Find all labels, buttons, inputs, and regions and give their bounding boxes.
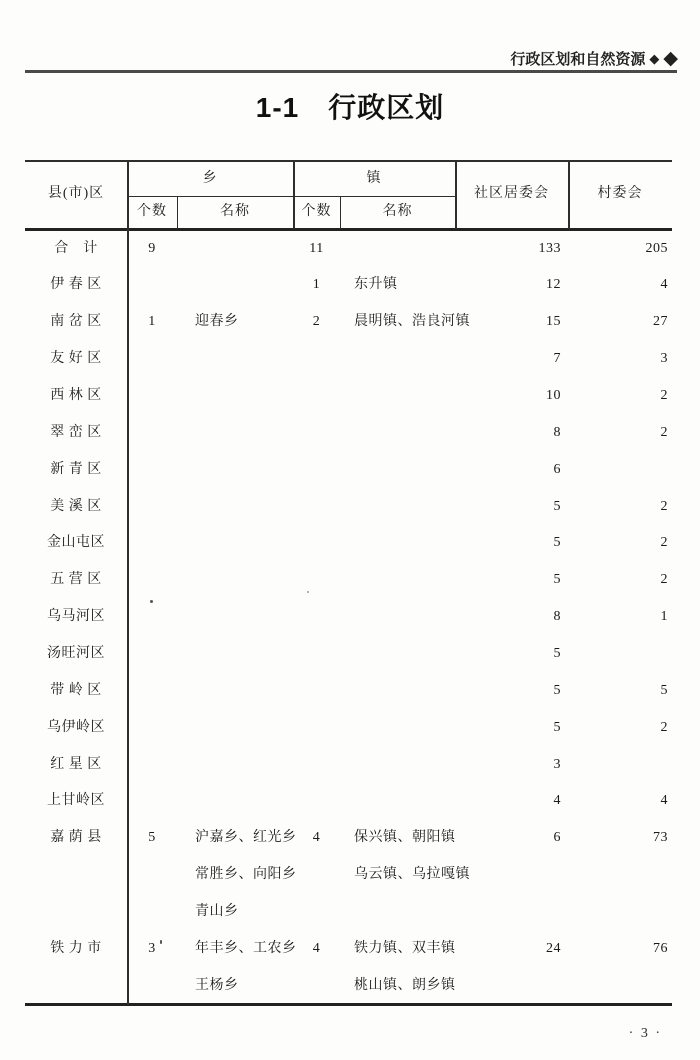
region-label-line: 上甘岭区	[47, 793, 105, 809]
community-committee-count	[455, 636, 568, 673]
table-row	[25, 747, 672, 784]
town-count-line: 4	[312, 830, 321, 846]
region-label	[25, 562, 127, 599]
township-names-line: 王杨乡	[195, 977, 239, 993]
community-committee-count	[455, 304, 568, 341]
community-committee-count-line: 10	[546, 387, 561, 403]
region-label-line: 乌马河区	[47, 609, 105, 625]
community-committee-count	[455, 525, 568, 562]
region-label	[25, 489, 127, 526]
village-committee-count	[568, 710, 672, 747]
community-committee-count	[455, 378, 568, 415]
region-label	[25, 783, 127, 820]
township-count	[127, 636, 177, 673]
township-count	[127, 673, 177, 710]
region-label	[25, 231, 127, 268]
village-committee-count	[568, 931, 672, 968]
region-label	[25, 820, 127, 857]
table-body	[25, 231, 672, 1005]
township-count-line	[127, 562, 177, 599]
table-row	[25, 562, 672, 599]
township-count-line	[127, 599, 177, 636]
region-label-line: 合 计	[54, 240, 98, 256]
township-count	[127, 267, 177, 304]
community-committee-count-line: 5	[553, 719, 561, 735]
village-committee-count-line: 5	[660, 682, 668, 698]
community-committee-count-line: 4	[553, 793, 561, 809]
town-count	[293, 820, 340, 857]
village-committee-count	[568, 378, 672, 415]
village-committee-count-line: 2	[660, 535, 668, 551]
region-label-line: 嘉 荫 县	[50, 830, 102, 846]
town-count	[293, 267, 340, 304]
community-committee-count	[455, 820, 568, 857]
column-header-zhen-count: 个数	[301, 204, 332, 219]
region-label	[25, 415, 127, 452]
region-label	[25, 599, 127, 636]
township-count	[127, 415, 177, 452]
administrative-divisions-table	[25, 160, 672, 1005]
community-committee-count-line: 24	[546, 940, 561, 956]
village-committee-count-line: 2	[660, 498, 668, 514]
community-committee-count-line: 7	[553, 351, 561, 367]
table-row	[25, 599, 672, 636]
township-names-line: 常胜乡、向阳乡	[195, 867, 297, 883]
town-names-line: 桃山镇、朗乡镇	[354, 977, 456, 993]
region-label-line: 新 青 区	[50, 461, 102, 477]
community-committee-count-line: 15	[546, 314, 561, 330]
community-committee-count	[455, 599, 568, 636]
region-label-line: 南 岔 区	[50, 314, 102, 330]
table-row	[25, 636, 672, 673]
township-count	[127, 525, 177, 562]
region-label	[25, 267, 127, 304]
community-committee-count	[455, 673, 568, 710]
town-count-line	[293, 562, 340, 599]
town-count	[293, 452, 340, 489]
header-rule	[25, 70, 677, 73]
township-count	[127, 747, 177, 784]
page-number: · 3 ·	[628, 1026, 662, 1041]
community-committee-count	[455, 710, 568, 747]
township-count-line	[127, 747, 177, 784]
column-header-village: 村委会	[597, 186, 643, 201]
town-count-line: 11	[309, 240, 324, 256]
community-committee-count	[455, 341, 568, 378]
township-count-line	[127, 378, 177, 415]
village-committee-count	[568, 599, 672, 636]
township-count	[127, 820, 177, 857]
township-count	[127, 304, 177, 341]
village-committee-count-line: 73	[653, 830, 668, 846]
column-header-region: 县(市)区	[47, 186, 105, 201]
column-header-zhen-name: 名称	[382, 204, 413, 219]
town-count-line	[293, 673, 340, 710]
region-label	[25, 525, 127, 562]
town-count-line	[293, 341, 340, 378]
region-label-line: 汤旺河区	[47, 645, 105, 661]
town-count	[293, 231, 340, 268]
column-header-zhen-group: 镇	[366, 171, 382, 186]
town-count	[293, 415, 340, 452]
town-count	[293, 783, 340, 820]
village-committee-count-line: 2	[660, 424, 668, 440]
community-committee-count	[455, 489, 568, 526]
region-label	[25, 710, 127, 747]
community-committee-count-line: 5	[553, 498, 561, 514]
town-count	[293, 489, 340, 526]
town-names-line: 东升镇	[354, 277, 398, 293]
table-row	[25, 525, 672, 562]
column-header-community: 社区居委会	[474, 186, 549, 201]
village-committee-count	[568, 341, 672, 378]
village-committee-count	[568, 747, 672, 784]
region-label	[25, 931, 127, 968]
scan-speck	[307, 591, 309, 593]
township-count	[127, 710, 177, 747]
table-row	[25, 710, 672, 747]
page-header	[510, 48, 678, 69]
township-count-line	[127, 489, 177, 526]
column-header-xiang-group: 乡	[202, 171, 218, 186]
village-committee-count-line	[568, 452, 668, 489]
community-committee-count	[455, 562, 568, 599]
township-names-line: 青山乡	[195, 903, 239, 919]
township-count-line	[127, 673, 177, 710]
town-count	[293, 673, 340, 710]
community-committee-count-line: 8	[553, 609, 561, 625]
community-committee-count-line: 8	[553, 424, 561, 440]
table-row	[25, 304, 672, 341]
village-committee-count	[568, 231, 672, 268]
township-count-line	[127, 783, 177, 820]
township-count-line	[127, 525, 177, 562]
region-label-line: 伊 春 区	[50, 277, 102, 293]
town-names-line: 乌云镇、乌拉嘎镇	[354, 867, 470, 883]
town-count-line	[293, 636, 340, 673]
township-count	[127, 489, 177, 526]
village-committee-count	[568, 304, 672, 341]
town-count	[293, 710, 340, 747]
township-names-line: 沪嘉乡、红光乡	[195, 830, 297, 846]
town-count-line	[293, 599, 340, 636]
village-committee-count	[568, 673, 672, 710]
region-label-line: 铁 力 市	[50, 940, 102, 956]
township-names-line: 迎春乡	[195, 314, 239, 330]
region-label-line: 友 好 区	[50, 351, 102, 367]
township-count	[127, 231, 177, 268]
village-committee-count	[568, 415, 672, 452]
village-committee-count	[568, 820, 672, 857]
community-committee-count-line: 6	[553, 461, 561, 477]
township-count-line	[127, 415, 177, 452]
village-committee-count-line: 3	[660, 351, 668, 367]
town-count	[293, 931, 340, 968]
table-row	[25, 673, 672, 710]
village-committee-count	[568, 452, 672, 489]
community-committee-count-line: 3	[553, 756, 561, 772]
village-committee-count-line	[568, 636, 668, 673]
region-label	[25, 378, 127, 415]
region-label	[25, 673, 127, 710]
township-count-line	[127, 710, 177, 747]
community-committee-count-line: 5	[553, 572, 561, 588]
community-committee-count-line: 133	[538, 240, 561, 256]
town-count-line	[293, 525, 340, 562]
region-label-line: 五 营 区	[50, 572, 102, 588]
town-count	[293, 562, 340, 599]
township-count	[127, 599, 177, 636]
town-count	[293, 304, 340, 341]
community-committee-count-line: 5	[553, 682, 561, 698]
town-count-line: 1	[312, 277, 321, 293]
region-label-line: 带 岭 区	[50, 682, 102, 698]
section-title: 行政区划和自然资源	[510, 51, 646, 68]
town-count-line: 4	[312, 940, 321, 956]
community-committee-count-line: 12	[546, 277, 561, 293]
town-count-line	[293, 710, 340, 747]
column-header-xiang-name: 名称	[220, 204, 250, 219]
community-committee-count	[455, 415, 568, 452]
town-count	[293, 378, 340, 415]
township-count-line: 3	[148, 940, 156, 956]
town-names-line: 晨明镇、浩良河镇	[354, 314, 470, 330]
township-count-line: 1	[148, 314, 156, 330]
village-committee-count	[568, 783, 672, 820]
region-label	[25, 747, 127, 784]
town-count-line	[293, 489, 340, 526]
township-count-line: 9	[148, 240, 156, 256]
township-count-line	[127, 267, 177, 304]
village-committee-count-line: 76	[653, 940, 668, 956]
region-label-line: 乌伊岭区	[47, 719, 105, 735]
scan-speck	[160, 940, 162, 944]
table-row	[25, 783, 672, 820]
township-count-line	[127, 452, 177, 489]
town-count-line	[293, 783, 340, 820]
page-title: 1-1 行政区划	[255, 92, 445, 123]
village-committee-count	[568, 525, 672, 562]
town-count	[293, 636, 340, 673]
village-committee-count	[568, 267, 672, 304]
village-committee-count-line: 205	[645, 240, 668, 256]
township-count	[127, 378, 177, 415]
township-count	[127, 341, 177, 378]
community-committee-count	[455, 783, 568, 820]
region-label-line: 红 星 区	[50, 756, 102, 772]
town-count-line	[293, 415, 340, 452]
township-count	[127, 562, 177, 599]
township-count	[127, 931, 177, 968]
village-committee-count	[568, 636, 672, 673]
township-count-line	[127, 636, 177, 673]
region-label-line: 西 林 区	[50, 387, 102, 403]
column-header-xiang-count: 个数	[137, 204, 167, 219]
table-row	[25, 267, 672, 304]
village-committee-count-line: 2	[660, 387, 668, 403]
table-row	[25, 452, 672, 489]
township-count-line	[127, 341, 177, 378]
community-committee-count-line: 6	[553, 830, 561, 846]
diamond-icon: ◆	[649, 51, 660, 66]
region-label-line: 美 溪 区	[50, 498, 102, 514]
region-label-line: 翠 峦 区	[50, 424, 102, 440]
community-committee-count	[455, 452, 568, 489]
community-committee-count-line: 5	[553, 645, 561, 661]
community-committee-count	[455, 231, 568, 268]
town-count-line	[293, 452, 340, 489]
town-count-line: 2	[312, 314, 321, 330]
table-row	[25, 820, 672, 931]
town-count	[293, 599, 340, 636]
township-names-line: 年丰乡、工农乡	[195, 940, 297, 956]
community-committee-count-line: 5	[553, 535, 561, 551]
region-label-line: 金山屯区	[47, 535, 105, 551]
table-row	[25, 378, 672, 415]
village-committee-count-line: 1	[660, 609, 668, 625]
village-committee-count-line	[568, 747, 668, 784]
region-label	[25, 304, 127, 341]
village-committee-count-line: 2	[660, 719, 668, 735]
village-committee-count	[568, 489, 672, 526]
region-label	[25, 636, 127, 673]
town-names-line: 保兴镇、朝阳镇	[354, 830, 456, 846]
region-label	[25, 341, 127, 378]
table-row	[25, 231, 672, 268]
community-committee-count	[455, 267, 568, 304]
town-count-line	[293, 378, 340, 415]
village-committee-count-line: 4	[660, 793, 668, 809]
village-committee-count	[568, 562, 672, 599]
village-committee-count-line: 4	[660, 277, 668, 293]
region-label	[25, 452, 127, 489]
table-row	[25, 489, 672, 526]
community-committee-count	[455, 931, 568, 968]
table-row	[25, 931, 672, 1005]
community-committee-count	[455, 747, 568, 784]
township-count	[127, 452, 177, 489]
township-count-line: 5	[148, 830, 156, 846]
town-count	[293, 747, 340, 784]
village-committee-count-line: 2	[660, 572, 668, 588]
village-committee-count-line: 27	[653, 314, 668, 330]
table-row	[25, 415, 672, 452]
town-count	[293, 341, 340, 378]
township-count	[127, 783, 177, 820]
table-row	[25, 341, 672, 378]
town-count	[293, 525, 340, 562]
town-names-line: 铁力镇、双丰镇	[354, 940, 456, 956]
diamond-icon: ◆	[663, 48, 678, 69]
town-count-line	[293, 747, 340, 784]
scan-speck	[150, 600, 153, 603]
